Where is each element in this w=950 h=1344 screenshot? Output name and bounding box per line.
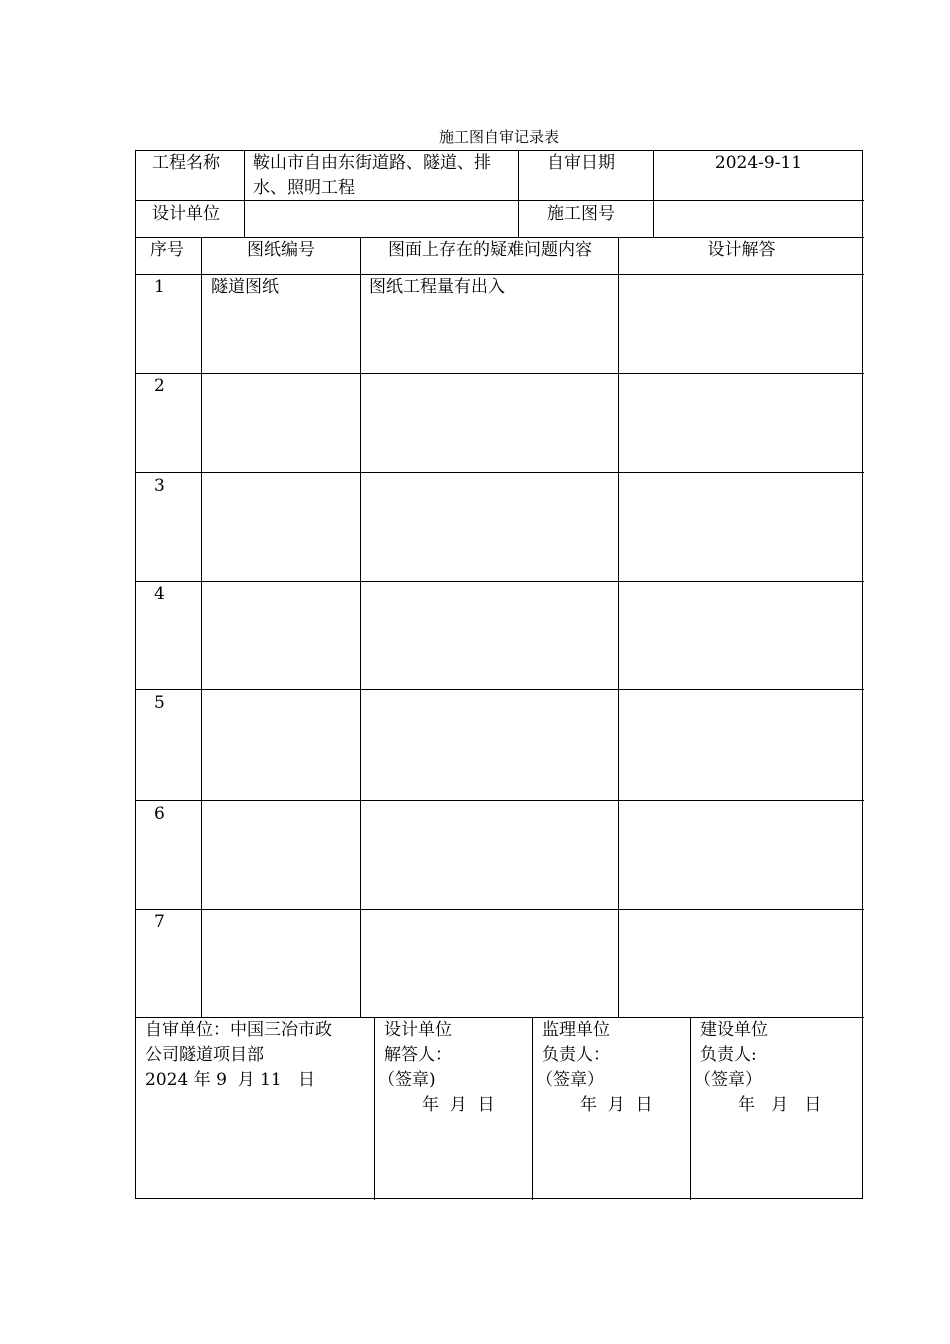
divider bbox=[136, 689, 864, 690]
divider bbox=[136, 472, 864, 473]
row-no: 2 bbox=[154, 376, 165, 396]
construction-date: 年 月 日 bbox=[738, 1095, 822, 1115]
divider bbox=[374, 1017, 375, 1200]
divider bbox=[618, 237, 619, 1017]
row-no: 5 bbox=[154, 693, 165, 713]
divider bbox=[532, 1017, 533, 1200]
divider bbox=[201, 237, 202, 1017]
design-seal: （签章) bbox=[378, 1070, 436, 1090]
construction-person: 负责人: bbox=[700, 1045, 757, 1065]
self-review-date: 2024 年 9 月 11 日 bbox=[145, 1070, 315, 1090]
row-drawing: 隧道图纸 bbox=[211, 277, 279, 297]
supervision-date: 年 月 日 bbox=[580, 1095, 653, 1115]
divider bbox=[690, 1017, 691, 1200]
self-review-unit-line1: 自审单位：中国三冶市政 bbox=[145, 1020, 332, 1040]
divider bbox=[360, 237, 361, 1017]
divider bbox=[653, 151, 654, 237]
supervision-person: 负责人： bbox=[542, 1045, 610, 1065]
divider bbox=[136, 200, 864, 201]
divider bbox=[136, 800, 864, 801]
row-no: 7 bbox=[154, 912, 165, 932]
supervision-seal: （签章） bbox=[536, 1070, 604, 1090]
review-record-form bbox=[135, 150, 863, 1199]
row-no: 4 bbox=[154, 584, 165, 604]
divider bbox=[136, 274, 864, 275]
project-name-value: 鞍山市自由东街道路、隧道、排水、照明工程 bbox=[253, 153, 491, 198]
column-header-answer: 设计解答 bbox=[707, 240, 776, 260]
column-header-issue: 图面上存在的疑难问题内容 bbox=[388, 240, 592, 260]
construction-seal: （签章） bbox=[694, 1070, 762, 1090]
construction-unit-title: 建设单位 bbox=[700, 1020, 768, 1040]
column-header-no: 序号 bbox=[150, 240, 184, 260]
row-no: 6 bbox=[154, 804, 165, 824]
design-unit-label: 设计单位 bbox=[152, 204, 220, 224]
row-issue: 图纸工程量有出入 bbox=[369, 277, 505, 297]
drawing-no-label: 施工图号 bbox=[547, 204, 615, 224]
form-title: 施工图自审记录表 bbox=[438, 128, 559, 146]
divider bbox=[518, 151, 519, 237]
row-no: 1 bbox=[154, 277, 165, 297]
divider bbox=[136, 1017, 864, 1018]
design-answerer: 解答人： bbox=[384, 1045, 452, 1065]
design-date: 年 月 日 bbox=[422, 1095, 495, 1115]
supervision-unit-title: 监理单位 bbox=[542, 1020, 610, 1040]
divider bbox=[136, 237, 864, 238]
divider bbox=[136, 373, 864, 374]
self-review-unit-line2: 公司隧道项目部 bbox=[145, 1045, 264, 1065]
divider bbox=[244, 151, 245, 237]
review-date-value: 2024-9-11 bbox=[714, 153, 803, 173]
divider bbox=[136, 909, 864, 910]
divider bbox=[136, 581, 864, 582]
project-name-label: 工程名称 bbox=[152, 153, 220, 173]
row-no: 3 bbox=[154, 476, 165, 496]
design-unit-title: 设计单位 bbox=[384, 1020, 452, 1040]
column-header-drawing: 图纸编号 bbox=[247, 240, 315, 260]
review-date-label: 自审日期 bbox=[547, 153, 615, 173]
